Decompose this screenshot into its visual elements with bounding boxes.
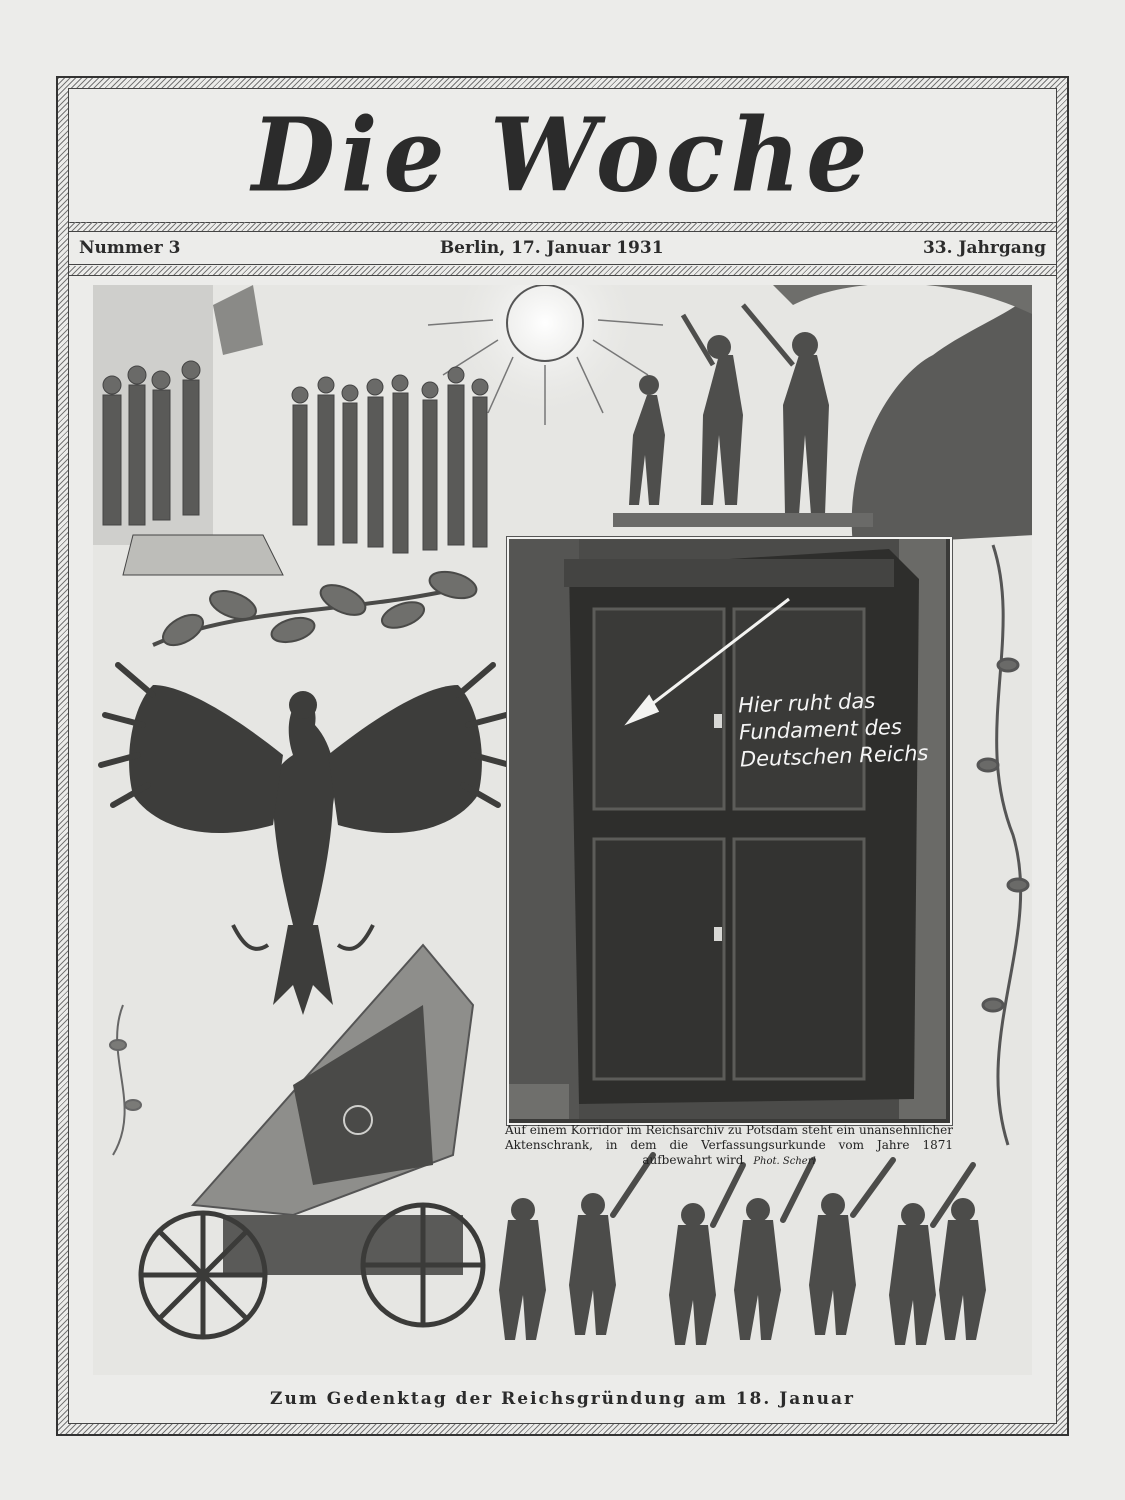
place-date: Berlin, 17. Januar 1931 — [439, 237, 664, 258]
cabinet-icon — [509, 539, 946, 1119]
cover-page — [68, 88, 1057, 1424]
cover-frame — [56, 76, 1069, 1436]
annotation-line: Fundament des — [738, 714, 903, 745]
cover-illustration — [93, 285, 1032, 1375]
archive-cabinet-photo — [507, 537, 952, 1125]
annotation-line: Deutschen Reichs — [739, 740, 929, 772]
photo-caption — [505, 1123, 953, 1169]
cover-headline: Zum Gedenktag der Reichsgründung am 18. Januar — [270, 1389, 855, 1409]
photo-annotation — [738, 686, 941, 774]
volume-number: 33. Jahrgang — [922, 237, 1046, 258]
masthead — [69, 89, 1056, 223]
dateline — [69, 231, 1056, 265]
hatch-divider — [69, 266, 1056, 276]
annotation-line: Hier ruht das — [737, 688, 876, 718]
issue-number: Nummer 3 — [79, 237, 181, 258]
photo-credit: Phot. Scherl — [753, 1156, 816, 1167]
caption-text: Auf einem Korridor im Reichsarchiv zu Potsdam steht ein unansehnlicher Aktenschrank, in dem die Verfassungsurkunde vom Jahre 1871 aufbewahrt wird — [505, 1123, 953, 1167]
masthead-title: Die Woche — [251, 96, 874, 215]
